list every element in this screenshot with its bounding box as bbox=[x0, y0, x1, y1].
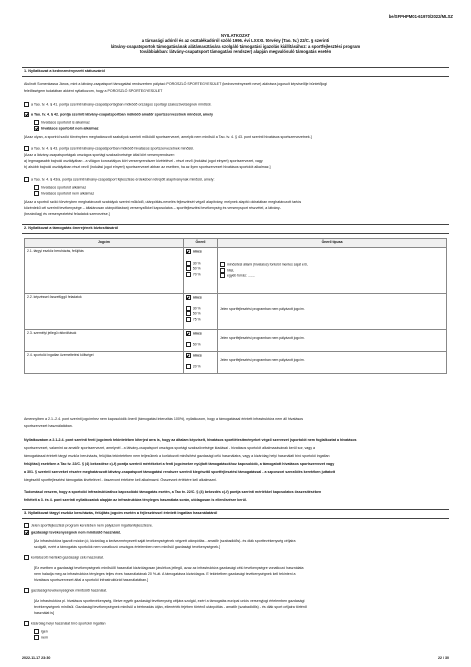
section-2-heading: 2. Nyilatkozat a támogatás önerejének biztosításáról bbox=[24, 226, 119, 230]
option-d2: hivatásos sportolót nem alkalmaz bbox=[34, 191, 449, 196]
paragraph-line: támogatással érintett tárgyi eszköz beruházás, felújítás tekintetében nem teljesülnek a korlátozott minősítést gazdasági célú használatra, vagy a kizárólag helyi használati bíró sportolói ingatlan bbox=[24, 454, 330, 458]
section-1-intro-2: felelősségem tudatában akként nyilatkozom, hogy a POROSZLÓ SPORTEGYESÜLET bbox=[24, 89, 163, 93]
note-line: [Ez esetben a gazdasági tevékenységnek minősülő használat kizárólagosan járulékos jellegű, azaz az infrastruktúra gazdasági célú tevékenységre vonatkozó használata bbox=[34, 566, 304, 570]
divider bbox=[22, 518, 449, 519]
checkbox-percent[interactable] bbox=[186, 364, 191, 369]
checkbox-percent[interactable] bbox=[186, 311, 191, 316]
checkbox-type[interactable] bbox=[220, 262, 225, 267]
checkbox-percent[interactable] bbox=[186, 342, 191, 347]
paragraph-line: sportszervezet, valamint az amatőr sportszervezet, amelynél - a látvány-csapatsport országos sportági szakszövetsége kiadásai - hivatásos sportolót alkalmazásának kerül sor, vagy a bbox=[24, 446, 316, 450]
footer-date: 2022-11-17 23:30 bbox=[22, 656, 51, 661]
checkbox-percent[interactable] bbox=[186, 261, 191, 266]
checkbox-no-property-development[interactable] bbox=[24, 523, 29, 528]
checkbox-type[interactable] bbox=[220, 273, 225, 278]
option-b: a Tao. tv. 4. § 42. pontja szerinti látvány-csapatsportban működő amatőr sportszervezetnek minősül, amely bbox=[24, 112, 449, 117]
option-3-3: korlátozott mértékű gazdasági célú használat. bbox=[24, 555, 449, 560]
option-b2: hivatásos sportolót nem alkalmaz bbox=[34, 126, 449, 131]
paragraph-line: felújítási) esetében a Tao tv. 22/C. § (4) bekezdése c)-f) pontja szerinti mértékeket a fenti jogcímekre nyújtott támogatásokhoz kapcsolódó, a támogatott hivatásos sportszervezet vagy bbox=[24, 462, 335, 466]
checkbox-option-a[interactable] bbox=[24, 102, 29, 107]
note-3c: (bezárólag) és versenyeztetési feladatok szervezése.] bbox=[24, 212, 110, 216]
divider bbox=[22, 67, 449, 68]
own-contribution-types: minősítési állami (hivatalos) fontolót mentes saját erő, hitel, egyéb forrás: ........ bbox=[218, 248, 447, 294]
title-line-2: a társasági adóról és az osztalékadóról szóló 1996. évi LXXXI. törvény (Tao. tv.) 22/C. § szerinti bbox=[141, 38, 330, 44]
own-contribution-table bbox=[24, 238, 447, 374]
checkbox-option-d2[interactable] bbox=[34, 191, 39, 196]
checkbox-option-c[interactable] bbox=[24, 146, 29, 151]
table-row bbox=[25, 248, 447, 294]
note-line: nem haladja meg az infrastruktúra tényleges teljes éves használatának 20 %-át. A támogatásra kizárólagos. E tekintetben gazdasági tevékenységnek kell tekinteni a bbox=[34, 572, 296, 576]
own-contribution-types: Jelen sportfejlesztési programban nem pályázott jogcím. bbox=[218, 330, 447, 352]
title-line-1: NYILATKOZAT bbox=[221, 33, 250, 38]
table-row bbox=[25, 330, 447, 352]
checkbox-none[interactable] bbox=[186, 249, 191, 254]
paragraph-line: feltételt a 3. és 4. pont szerinti nyilatkozatok alapján az infrastruktúra tényleges használata során, utólagosan is ellenőrzésre kerül. bbox=[24, 498, 247, 502]
checkbox-option-b[interactable] bbox=[24, 112, 29, 117]
paragraph-line: Nyilatkozatom a 2.1-2.4. pont szerinti fenti jogcímek tekintetében kiterjed arra is, hogy az általam képviselt, hivatásos sportlétesítményeket végző szervezet (sportolót nem foglalkoztat a hivatásos bbox=[24, 438, 357, 442]
section-3-heading: 3. Nyilatkozat tárgyi eszköz beruházás, felújítás jogcím esetén a fejlesztéssel érintett ingatlan használatáról bbox=[24, 511, 218, 515]
checkbox-limited-economic-use[interactable] bbox=[24, 555, 29, 560]
column-header: Jogcím bbox=[25, 239, 184, 248]
row-label: 2.1. tárgyi eszköz beruházás, felújítás bbox=[25, 248, 184, 294]
note-2c: b) alsóbb bajnoki osztályában részt vevő (indulási jogot elnyert) sportszervezet abban az esetben, ha az ilyen sportszervezet hivatásos sportolót alkalmaz.] bbox=[24, 165, 271, 169]
note-line: [Az infrastruktúra pl. hivatásos sporttevékenység, illetve egyéb gazdasági tevékenység céljára szolgál, ezért a támogatás európai uniós versenyjogi értelemben gazdasági bbox=[34, 599, 305, 603]
checkbox-percent[interactable] bbox=[186, 317, 191, 322]
checkbox-percent[interactable] bbox=[186, 306, 191, 311]
checkbox-option-d1[interactable] bbox=[34, 185, 39, 190]
column-header: Önerő bbox=[183, 239, 217, 248]
own-contribution-types: Jelen sportfejlesztési programban nem pályázott jogcím. bbox=[218, 352, 447, 374]
option-yes: igen bbox=[34, 629, 449, 634]
note-1: [Azaz olyan, a sportról szóló törvényben meghatározott szabályok szerinti működő sportszervezet, amelyik nem minősül a Tao. tv. 4. § 43. pont szerinti hivatásos sportszervezetnek.] bbox=[24, 135, 312, 139]
option-c: a Tao. tv. 4. § 43. pontja szerinti látvány-csapatsportban működő hivatásos sportszervezetnek minősül. bbox=[24, 146, 449, 151]
checkbox-option-d[interactable] bbox=[24, 177, 29, 182]
note-line: hivatásos sportszervezet által a sportolói infrastruktúrát használatában.] bbox=[34, 578, 149, 582]
own-contribution-options: nincs 30 % 50 % 70 % bbox=[183, 248, 217, 294]
option-no: nem bbox=[34, 635, 449, 640]
checkbox-type[interactable] bbox=[220, 268, 225, 273]
checkbox-percent[interactable] bbox=[186, 272, 191, 277]
note-line: szolgált, ezért a támogatás sportolók nem vonatkozó országos értelemben nem minősül gazdasági tevékenységnek.] bbox=[34, 545, 221, 549]
row-label: 2.4. sportolói ingatlan üzemeltetési költségei bbox=[25, 352, 184, 374]
note-3a: [Azaz a sportról szóló törvényben meghatározott szabályok szerint működő, utánpótlás-nevelés fejlesztését végző alapítvány, melynek alapító okiratában meghatározott tartós bbox=[24, 200, 302, 204]
option-3-2: gazdasági tevékenységnek nem minősülő használat. bbox=[24, 530, 449, 535]
checkbox-option-b1[interactable] bbox=[34, 120, 39, 125]
paragraph-line: Tudomásul veszem, hogy a sportolói infrastruktúrához kapcsolódó támogatás esetén, a Tao tv. 22/C. § (4) bekezdés c)-f) pontja szerinti mértékkel kapcsolatos összesítésében bbox=[24, 490, 322, 494]
divider bbox=[22, 509, 449, 510]
table-row bbox=[25, 352, 447, 374]
option-d: a Tao. tv. 4. § 43/a. pontja szerinti látvány-csapatsport fejlesztése érdekében létrejött alapítványnak minősül, amely: bbox=[24, 177, 449, 182]
checkbox-economic-use[interactable] bbox=[24, 588, 29, 593]
option-3-1: Jelen sportfejlesztési program keretében nem pályázom ingatlanfejlesztésre. bbox=[24, 523, 449, 528]
title-line-3: látvány-csapatsportok támogatásának alátámasztására szolgáló támogatási igazolás kiállításához: a sportfejlesztési program bbox=[110, 43, 361, 49]
own-contribution-types: Jelen sportfejlesztési programban nem pályázott jogcím. bbox=[218, 294, 447, 330]
paragraph-line: kiegészítő sportfejlesztési támogatás kivételével - összevont értékére kell alkalmazni. Összevont értékére kell alkalmazni. bbox=[24, 478, 217, 482]
checkbox-no[interactable] bbox=[34, 635, 39, 640]
divider bbox=[22, 224, 449, 225]
table-header-row bbox=[25, 239, 447, 248]
checkbox-percent[interactable] bbox=[186, 266, 191, 271]
divider bbox=[22, 233, 449, 234]
option-a: a Tao. tv. 4. § 41. pontja szerinti látvány-csapatsportágban működő országos sportági szakszövetségnek minősül. bbox=[24, 102, 449, 107]
section-1-heading: 1. Nyilatkozat a kedvezményezett státuszáról bbox=[24, 69, 105, 73]
note-line: [Az infrastruktúra igazolt módon jó, kizárólag a kedvezményezett saját tevékenységének végzett utánpótlás - amatőr (szabadidős)- és diák sporttevékenység céljaira bbox=[34, 539, 296, 543]
document-title bbox=[24, 33, 447, 55]
paragraph-line: a 301. § szerinti szerveket részére meghatározott látvány-csapatsport támogatási rendszer szerinti kiegészítő sportfejlesztési támogatással - a szponzori szerződés keretében juttatott bbox=[24, 470, 335, 474]
column-header: Önerő típusa bbox=[218, 239, 447, 248]
section-1-intro: Alulírott Somenkassa János, mint a látvány-csapatsport támogatási rendszerben pályázó POROSZLÓ SPORTEGYESÜLET (kedvezményezett neve) aláírásra jogosult képviselője büntetőjogi bbox=[24, 82, 328, 86]
note-3b: közérdekű cél szerinti tevékenysége – általánosan utánpótlásban) versenyzőkkel kapcsolatos – sportfejlesztési tevékenység és versenysport részvétel, a látvány- bbox=[24, 206, 281, 210]
checkbox-local-use[interactable] bbox=[24, 621, 29, 626]
row-label: 2.2. képzéssel összefüggő feladatok bbox=[25, 294, 184, 330]
option-d1: hivatásos sportolót alkalmaz bbox=[34, 185, 449, 190]
own-contribution-options: nincs 30 % 50 % 75 % bbox=[183, 294, 217, 330]
checkbox-non-economic-use[interactable] bbox=[24, 530, 29, 535]
paragraph-line: sportszervezet használatában. bbox=[24, 424, 73, 428]
checkbox-none[interactable] bbox=[186, 295, 191, 300]
footer-page-number: 22 / 30 bbox=[438, 656, 449, 661]
paragraph-line: Amennyiben a 2.1.-2.4. pont szerinti jogcímhez nem kapcsolódik önerő (támogatási intenzitás 100%), nyilatkozom, hogy a támogatással érintett infrastruktúra nem áll hivatásos bbox=[24, 417, 304, 421]
own-contribution-options: nincs 20 % bbox=[183, 352, 217, 374]
title-line-4: továbbiakban: látvány-csapatsport támogatási rendszer) alapján megvalósuló támogatás esetén bbox=[139, 49, 332, 55]
row-label: 2.3. személyi jellegű ráfordítások bbox=[25, 330, 184, 352]
checkbox-none[interactable] bbox=[186, 353, 191, 358]
divider bbox=[22, 76, 449, 77]
own-contribution-options: nincs 50 % bbox=[183, 330, 217, 352]
note-2b: a) legmagasabb bajnoki osztályában - a világon korosztályos kiírt versenyrendszer kivételével - részt vevő (indulási jogot elnyert) sportszervezet, vagy bbox=[24, 159, 263, 163]
checkbox-yes[interactable] bbox=[34, 629, 39, 634]
document-reference: be/SFPHPM01-61970/2022/MLSZ bbox=[388, 14, 453, 19]
checkbox-option-b2[interactable] bbox=[34, 126, 39, 131]
option-3-4: gazdasági tevékenységnek minősülő használat. bbox=[24, 588, 449, 593]
checkbox-none[interactable] bbox=[186, 331, 191, 336]
note-line: tevékenységnek minősül. Gazdasági tevékenységnek minősül a bérbeadás útján, ellenérték fejében történő utánpótlás - amatőr (szabadidős) - és diák sport céljaira történő bbox=[34, 605, 307, 609]
table-row bbox=[25, 294, 447, 330]
option-b1: hivatásos sportolót is alkalmaz bbox=[34, 120, 449, 125]
note-2a: [Azaz a látvány-csapatsportágak országos sportági szakszövetsége által kiírt versenyrendszer: bbox=[24, 153, 175, 157]
note-line: használat is] bbox=[34, 611, 54, 615]
option-3-5: kizárólag helyi használat bíró sportolói ingatlan bbox=[24, 621, 449, 626]
